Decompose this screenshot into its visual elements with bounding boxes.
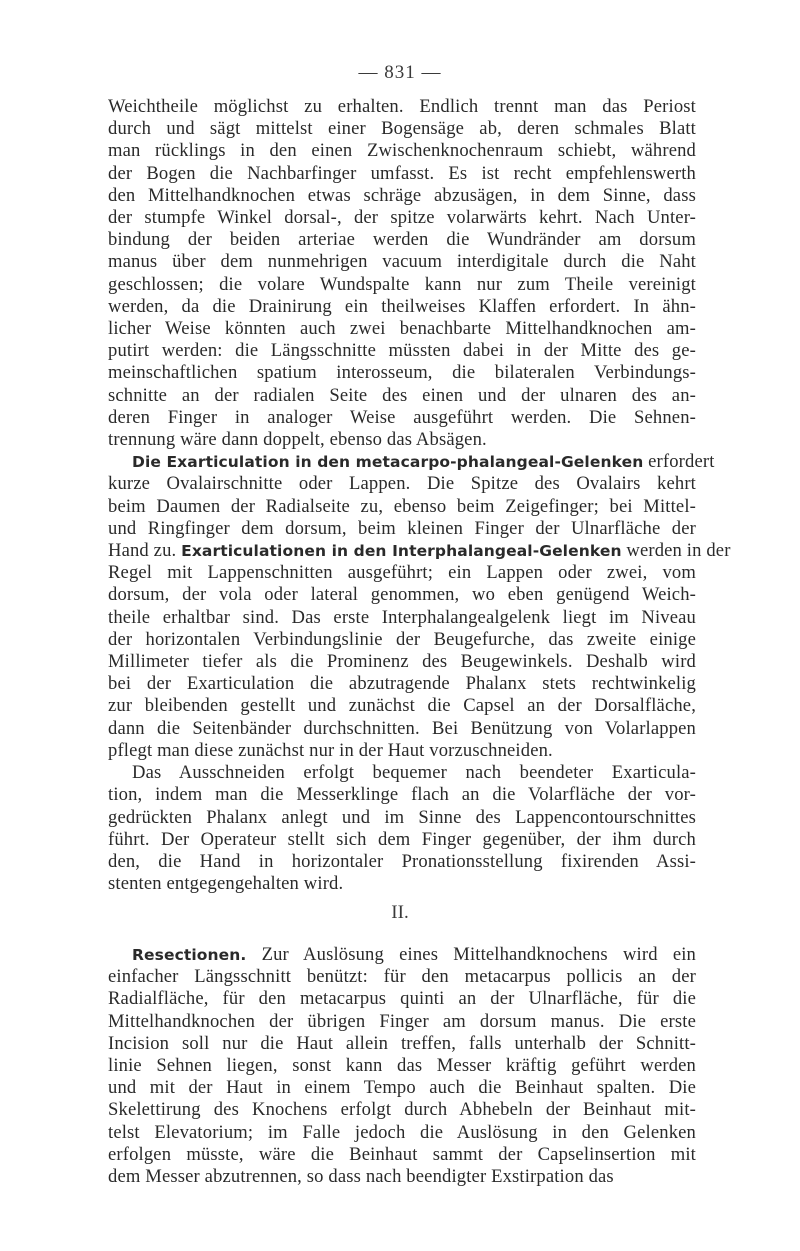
text-line: meinschaftlichen spatium interosseum, die bilateralen Verbindungs- xyxy=(108,362,696,384)
text-line: pflegt man diese zunächst nur in der Haut vorzuschneiden. xyxy=(108,739,553,761)
text-line: beim Daumen der Radialseite zu, ebenso beim Zeigefinger; bei Mittel- xyxy=(108,495,696,517)
text-line: Skelettirung des Knochens erfolgt durch Abhebeln der Beinhaut mit- xyxy=(108,1099,696,1121)
text-line: kurze Ovalairschnitte oder Lappen. Die Spitze des Ovalairs kehrt xyxy=(108,473,696,495)
text-line: Das Ausschneiden erfolgt bequemer nach beendeter Exarticula- xyxy=(132,762,696,784)
text-line: dorsum, der vola oder lateral genommen, wo eben genügend Weich- xyxy=(108,584,696,606)
text-line xyxy=(108,944,696,966)
text-line: werden, da die Drainirung ein theilweises Klaffen erfordert. In ähn- xyxy=(108,295,696,317)
text-line: den Mittelhandknochen etwas schräge abzusägen, in dem Sinne, dass xyxy=(108,184,696,206)
text-line: Weichtheile möglichst zu erhalten. Endlich trennt man das Periost xyxy=(108,96,696,117)
text-line: licher Weise könnten auch zwei benachbarte Mittelhandknochen am- xyxy=(108,318,696,340)
bold-term: Die Exarticulation in den metacarpo-phalangeal-Gelenken xyxy=(132,453,644,472)
text-line: Millimeter tiefer als die Prominenz des Beugewinkels. Deshalb wird xyxy=(108,651,696,673)
text-line: gedrückten Phalanx anlegt und im Sinne des Lappencontourschnittes xyxy=(108,806,696,828)
text-line: schnitte an der radialen Seite des einen und der ulnaren des an- xyxy=(108,384,696,406)
text-line: telst Elevatorium; im Falle jedoch die Auslösung in den Gelenken xyxy=(108,1121,696,1143)
text-line: manus über dem nunmehrigen vacuum interdigitale durch die Naht xyxy=(108,251,696,273)
text-block-lower xyxy=(108,944,696,1188)
text-line: trennung wäre dann doppelt, ebenso das Absägen. xyxy=(108,429,487,451)
text-line: Radialfläche, für den metacarpus quinti an der Ulnarfläche, für die xyxy=(108,988,696,1010)
section-heading: II. xyxy=(391,902,409,923)
text-line: Mittelhandknochen der übrigen Finger am dorsum manus. Die erste xyxy=(108,1010,696,1032)
text-line: den, die Hand in horizontaler Pronationsstellung fixirenden Assi- xyxy=(108,850,696,872)
text-line: der Bogen die Nachbarfinger umfasst. Es ist recht empfehlenswerth xyxy=(108,162,696,184)
text-line: zur bleibenden gestellt und zunächst die Capsel an der Dorsalfläche, xyxy=(108,695,696,717)
text-line: führt. Der Operateur stellt sich dem Finger gegenüber, der ihm durch xyxy=(108,828,696,850)
text-line: geschlossen; die volare Wundspalte kann nur zum Theile vereinigt xyxy=(108,273,696,295)
text-block-upper xyxy=(108,96,731,895)
text-line: putirt werden: die Längsschnitte müssten dabei in der Mitte des ge- xyxy=(108,340,696,362)
text-line: und Ringfinger dem dorsum, beim kleinen Finger der Ulnarfläche der xyxy=(108,517,696,539)
page-number: — 831 — xyxy=(358,62,442,83)
text-line: der horizontalen Verbindungslinie der Beugefurche, das zweite einige xyxy=(108,628,696,650)
bold-term: Resectionen. xyxy=(132,946,247,964)
text-line: Regel mit Lappenschnitten ausgeführt; ein Lappen oder zwei, vom xyxy=(108,562,696,584)
text-line: tion, indem man die Messerklinge flach an die Volarfläche der vor- xyxy=(108,784,696,806)
text-line: dann die Seitenbänder durchschnitten. Bei Benützung von Volarlappen xyxy=(108,717,696,739)
text-line: Incision soll nur die Haut allein treffen, falls unterhalb der Schnitt- xyxy=(108,1032,696,1054)
text-line: einfacher Längsschnitt benützt: für den metacarpus pollicis an der xyxy=(108,966,696,988)
text-line: stenten entgegengehalten wird. xyxy=(108,873,344,895)
text-line: bei der Exarticulation die abzutragende Phalanx stets rechtwinkelig xyxy=(108,673,696,695)
text-line xyxy=(108,451,715,473)
text-line: der stumpfe Winkel dorsal-, der spitze volarwärts kehrt. Nach Unter- xyxy=(108,207,696,229)
text-line: linie Sehnen liegen, sonst kann das Messer kräftig geführt werden xyxy=(108,1055,696,1077)
text-line: erfolgen müsste, wäre die Beinhaut sammt der Capselinsertion mit xyxy=(108,1143,696,1165)
text-line xyxy=(108,540,731,562)
text-line: theile erhaltbar sind. Das erste Interphalangealgelenk liegt im Niveau xyxy=(108,606,696,628)
text-line: dem Messer abzutrennen, so dass nach beendigter Exstirpation das xyxy=(108,1166,614,1188)
text-line: durch und sägt mittelst einer Bogensäge ab, deren schmales Blatt xyxy=(108,118,696,140)
text-line: bindung der beiden arteriae werden die Wundränder am dorsum xyxy=(108,229,696,251)
text-run: Hand zu. xyxy=(108,540,182,562)
text-line: man rücklings in den einen Zwischenknochenraum schiebt, während xyxy=(108,140,696,162)
bold-term: Exarticulationen in den Interphalangeal-Gelenken xyxy=(181,542,622,561)
text-run: werden in der xyxy=(621,540,731,562)
text-line: deren Finger in analoger Weise ausgeführt werden. Die Sehnen- xyxy=(108,406,696,428)
text-run: erfordert xyxy=(643,451,715,473)
text-run: Zur Auslösung eines Mittelhandknochens wird ein xyxy=(246,944,696,965)
text-line: und mit der Haut in einem Tempo auch die Beinhaut spalten. Die xyxy=(108,1077,696,1099)
